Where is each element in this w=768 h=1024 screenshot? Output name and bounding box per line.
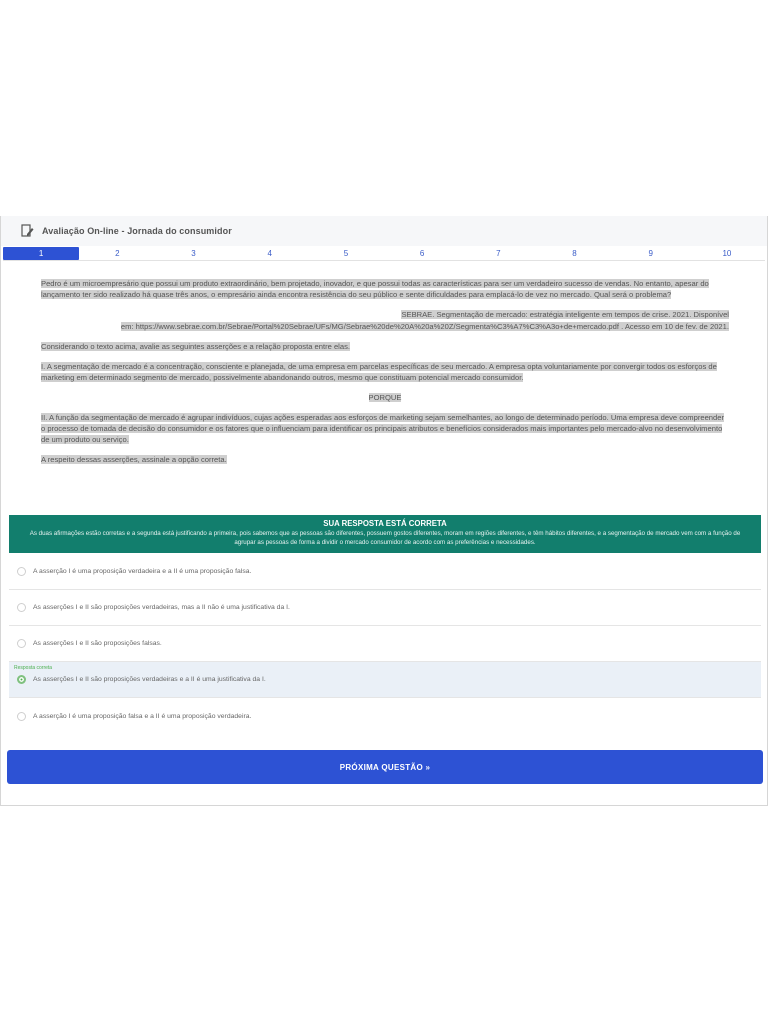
reference-line-2: em: https://www.sebrae.com.br/Sebrae/Portal%20Sebrae/UFs/MG/Sebrae%20de%20A%20a%20Z/Segmenta%C3%A7%C3%A3o+de+mercado.pdf . Acesso em 10 de fev. de 2021.: [120, 322, 729, 331]
option-label: A asserção I é uma proposição verdadeira e a II é uma proposição falsa.: [33, 568, 252, 575]
tab-question-7[interactable]: 7: [496, 249, 501, 258]
radio-button-selected[interactable]: [17, 675, 26, 684]
assertion-2: II. A função da segmentação de mercado é agrupar indivíduos, cujas ações esperadas aos esforços de marketing sejam semelhantes, ao longo de determinado período. Uma empresa deve compreender o processo de tomada de decisão do consumidor e os fatores que o influenciam para identificar os principais atributos e benefícios considerados mais importantes pelo mercado-alvo no desenvolvimento de um produto ou serviço.: [41, 413, 724, 444]
question-body: [41, 278, 729, 474]
tab-question-8[interactable]: 8: [572, 249, 577, 258]
answer-option-2[interactable]: [9, 590, 761, 626]
answer-option-4[interactable]: [9, 662, 761, 698]
option-label: As asserções I e II são proposições verdadeiras, mas a II não é uma justificativa da I.: [33, 604, 290, 611]
radio-button[interactable]: [17, 603, 26, 612]
tab-question-2[interactable]: 2: [115, 249, 120, 258]
radio-button[interactable]: [17, 712, 26, 721]
header-bar: [1, 216, 767, 246]
reference-line-1: SEBRAE. Segmentação de mercado: estratégia inteligente em tempos de crise. 2021. Disponível: [401, 310, 729, 319]
answer-option-3[interactable]: [9, 626, 761, 662]
tab-question-9[interactable]: 9: [648, 249, 653, 258]
option-label: As asserções I e II são proposições falsas.: [33, 640, 162, 647]
feedback-banner: [9, 515, 761, 553]
tab-question-1[interactable]: 1: [3, 247, 79, 260]
tab-question-10[interactable]: 10: [722, 249, 732, 258]
page-title: Avaliação On-line - Jornada do consumidor: [42, 226, 232, 236]
question-prompt: A respeito dessas asserções, assinale a opção correta.: [41, 455, 227, 464]
tab-question-3[interactable]: 3: [191, 249, 196, 258]
answer-option-1[interactable]: [9, 554, 761, 590]
question-tabs: [3, 247, 765, 261]
option-label: As asserções I e II são proposições verdadeiras e a II é uma justificativa da I.: [33, 676, 266, 683]
feedback-title: SUA RESPOSTA ESTÁ CORRETA: [323, 519, 447, 528]
option-label: A asserção I é uma proposição falsa e a II é uma proposição verdadeira.: [33, 712, 252, 720]
document-edit-icon: [21, 224, 34, 238]
quiz-frame: [0, 216, 768, 806]
tab-question-4[interactable]: 4: [267, 249, 272, 258]
question-paragraph: Pedro é um microempresário que possui um produto extraordinário, bem projetado, inovador, e que possui todas as características para ser um verdadeiro sucesso de vendas. No entanto, apesar do lançamento ter sido realizado há quase três anos, o empresário ainda encontra resistência do seu público e sente dificuldades para emplacá-lo de vez no mercado. Qual será o problema?: [41, 279, 709, 299]
instruction-text: Considerando o texto acima, avalie as seguintes asserções e a relação proposta entre elas.: [41, 342, 350, 351]
answer-options: [9, 554, 761, 734]
radio-button[interactable]: [17, 567, 26, 576]
radio-button[interactable]: [17, 639, 26, 648]
tab-question-6[interactable]: 6: [419, 249, 425, 258]
feedback-text: As duas afirmações estão corretas e a segunda está justificando a primeira, pois sabemos que as pessoas são diferentes, possuem gostos diferentes, moram em regiões diferentes, e têm hábitos diferentes, e a segmentação de mercado vem com a função de agrupar as pessoas de forma a dividir o mercado consumidor de acordo com as preferências e necessidades.: [29, 530, 741, 546]
answer-option-5[interactable]: [9, 698, 761, 734]
assertion-1: I. A segmentação de mercado é a concentração, consciente e planejada, de uma empresa em parcelas específicas de seu mercado. A empresa opta voluntariamente por convergir todos os esforços de marketing em determinado segmento de mercado, possivelmente abandonando outros, mesmo que constituam potencial mercado consumidor.: [41, 362, 717, 382]
tab-question-5[interactable]: 5: [343, 249, 349, 258]
next-question-button[interactable]: PRÓXIMA QUESTÃO »: [7, 750, 763, 784]
connector-text: PORQUE: [368, 393, 402, 402]
correct-answer-tag: Resposta correta: [14, 665, 53, 671]
